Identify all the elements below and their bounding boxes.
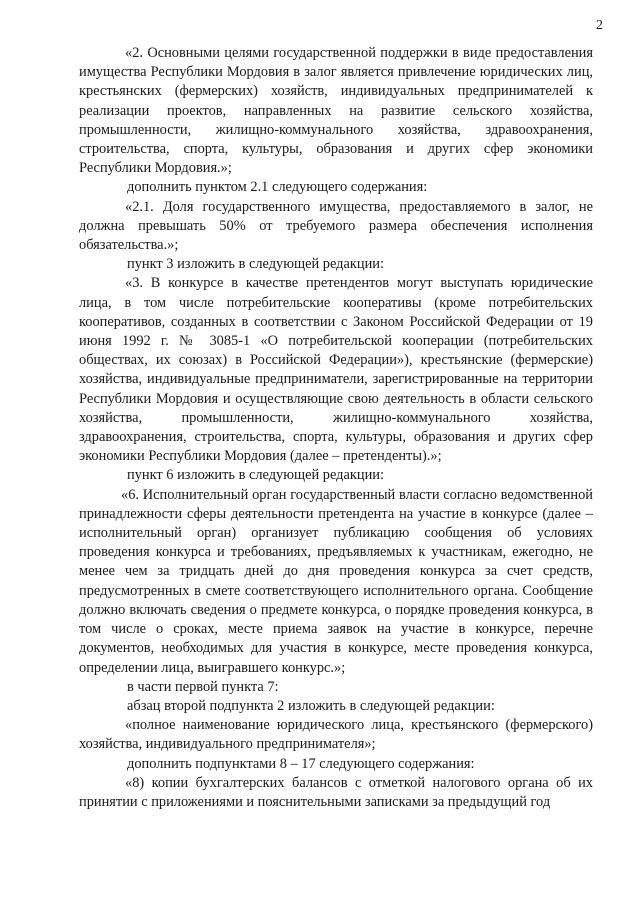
paragraph-full-name: «полное наименование юридического лица, крестьянского (фермерского) хозяйства, индивидуального предпринимателя»; — [79, 717, 593, 753]
paragraph-8: «8) копии бухгалтерских балансов с отметкой налогового органа об их принятии с приложениями и пояснительными записками за предыдущий год — [79, 774, 593, 810]
document-body — [79, 44, 593, 812]
paragraph-2-1: «2.1. Доля государственного имущества, предоставляемого в залог, не должна превышать 50% от требуемого размера обеспечения исполнения обязательства.»; — [79, 198, 593, 254]
page-number: 2 — [596, 18, 603, 33]
instruction-point-7: в части первой пункта 7: — [127, 678, 279, 695]
instruction-add-2-1: дополнить пунктом 2.1 следующего содержания: — [127, 179, 428, 196]
instruction-point-3: пункт 3 изложить в следующей редакции: — [127, 256, 384, 273]
instruction-subpoints-8-17: дополнить подпунктами 8 – 17 следующего содержания: — [127, 755, 475, 772]
instruction-subpoint-2: абзац второй подпункта 2 изложить в следующей редакции: — [127, 697, 495, 714]
paragraph-goals: «2. Основными целями государственной поддержки в виде предоставления имущества Республики Мордовия в залог является привлечение юридических лиц, крестьянских (фермерских) хозяйств, индивидуальных предпринимателей к реализации проектов, направленных на развитие сельского хозяйства, промышленности, жилищно-коммунального хозяйства, здравоохранения, строительства, спорта, культуры, образования и других сфер экономики Республики Мордовия.»; — [79, 45, 593, 177]
paragraph-6: «6. Исполнительный орган государственный власти согласно ведомственной принадлежности сферы деятельности претендента на участие в конкурсе (далее – исполнительный орган) организует публикацию сообщения об условиях проведения конкурса и требованиях, предъявляемых к участникам, ежегодно, не менее чем за тридцать дней до дня проведения конкурса за счет средств, предусмотренных в смете соответствующего исполнительного органа. Сообщение должно включать сведения о предмете конкурса, о порядке проведения конкурса, в том числе о сроках, месте приема заявок на участие в конкурсе, перечне документов, необходимых для участия в конкурсе, месте проведения конкурса, определении лица, выигравшего конкурс.»; — [79, 486, 593, 676]
instruction-point-6: пункт 6 изложить в следующей редакции: — [127, 467, 384, 484]
paragraph-3: «3. В конкурсе в качестве претендентов могут выступать юридические лица, в том числе потребительские кооперативы (кроме потребительских кооперативов, созданных в соответствии с Законом Российской Федерации от 19 июня 1992 г. № 3085-1 «О потребительской кооперации (потребительских обществах, их союзах) в Российской Федерации»), крестьянские (фермерские) хозяйства, индивидуальные предприниматели, зарегистрированные на территории Республики Мордовия и осуществляющие свою деятельность в области сельского хозяйства, промышленности, жилищно-коммунального хозяйства, здравоохранения, строительства, спорта, культуры, образования и других сфер экономики Республики Мордовия (далее – претенденты).»; — [79, 275, 593, 465]
